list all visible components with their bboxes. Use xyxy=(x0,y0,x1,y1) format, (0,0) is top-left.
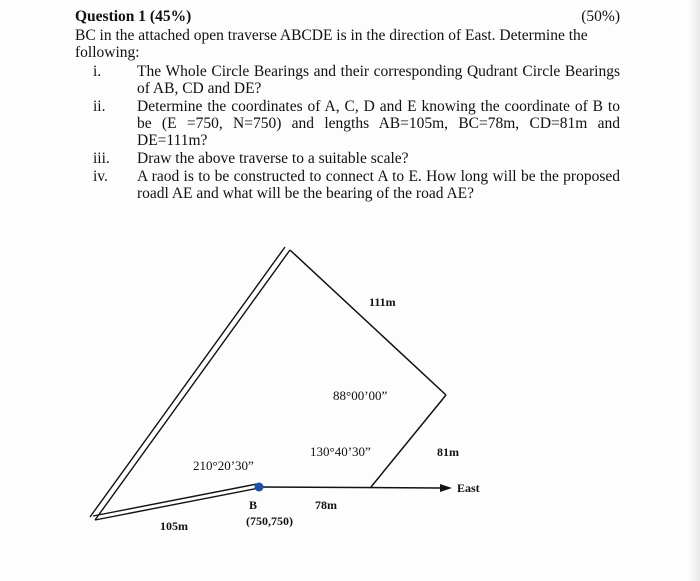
item-number: iv. xyxy=(93,168,108,185)
item-text: A raod is to be constructed to connect A to E. How long will be the proposed roadl AE and what will be the bearing of the road AE? xyxy=(137,168,620,202)
label-east: East xyxy=(457,481,480,495)
label-bc-length: 78m xyxy=(315,498,337,512)
item-text: Draw the above traverse to a suitable scale? xyxy=(137,150,409,167)
label-coord-b: (750,750) xyxy=(246,514,293,528)
line-dc xyxy=(371,395,446,487)
item-text: Determine the coordinates of A, C, D and E knowing the coordinate of B to be (E =750, N=750) and lengths AB=105m, BC=78m, CD=81m and DE=111m? xyxy=(137,98,620,149)
line-ab xyxy=(95,488,259,520)
label-de-length: 111m xyxy=(369,295,396,309)
traverse-lines xyxy=(90,247,446,520)
item-number: iii. xyxy=(93,150,110,167)
question-title: Question 1 (45%) xyxy=(75,8,192,25)
item-number: i. xyxy=(93,63,102,80)
question-intro: BC in the attached open traverse ABCDE is in the direction of East. Determine the following: xyxy=(75,27,588,61)
point-b-marker xyxy=(255,483,264,492)
line-bc-east xyxy=(259,487,440,488)
item-text: The Whole Circle Bearings and their corresponding Qudrant Circle Bearings of AB, CD and DE? xyxy=(137,63,620,97)
label-angle-d: 88°00’00” xyxy=(333,388,388,403)
label-point-b: B xyxy=(249,498,258,512)
question-marks: (50%) xyxy=(581,8,620,25)
line-ed xyxy=(290,250,446,395)
east-arrow-icon xyxy=(440,484,452,492)
line-ae-inner xyxy=(90,247,285,517)
label-cd-length: 81m xyxy=(437,445,459,459)
line-ae xyxy=(95,250,290,520)
label-angle-c: 130°40’30” xyxy=(310,444,371,459)
item-number: ii. xyxy=(93,98,106,115)
label-angle-b: 210°20’30” xyxy=(193,458,254,473)
label-ab-length: 105m xyxy=(160,519,188,533)
